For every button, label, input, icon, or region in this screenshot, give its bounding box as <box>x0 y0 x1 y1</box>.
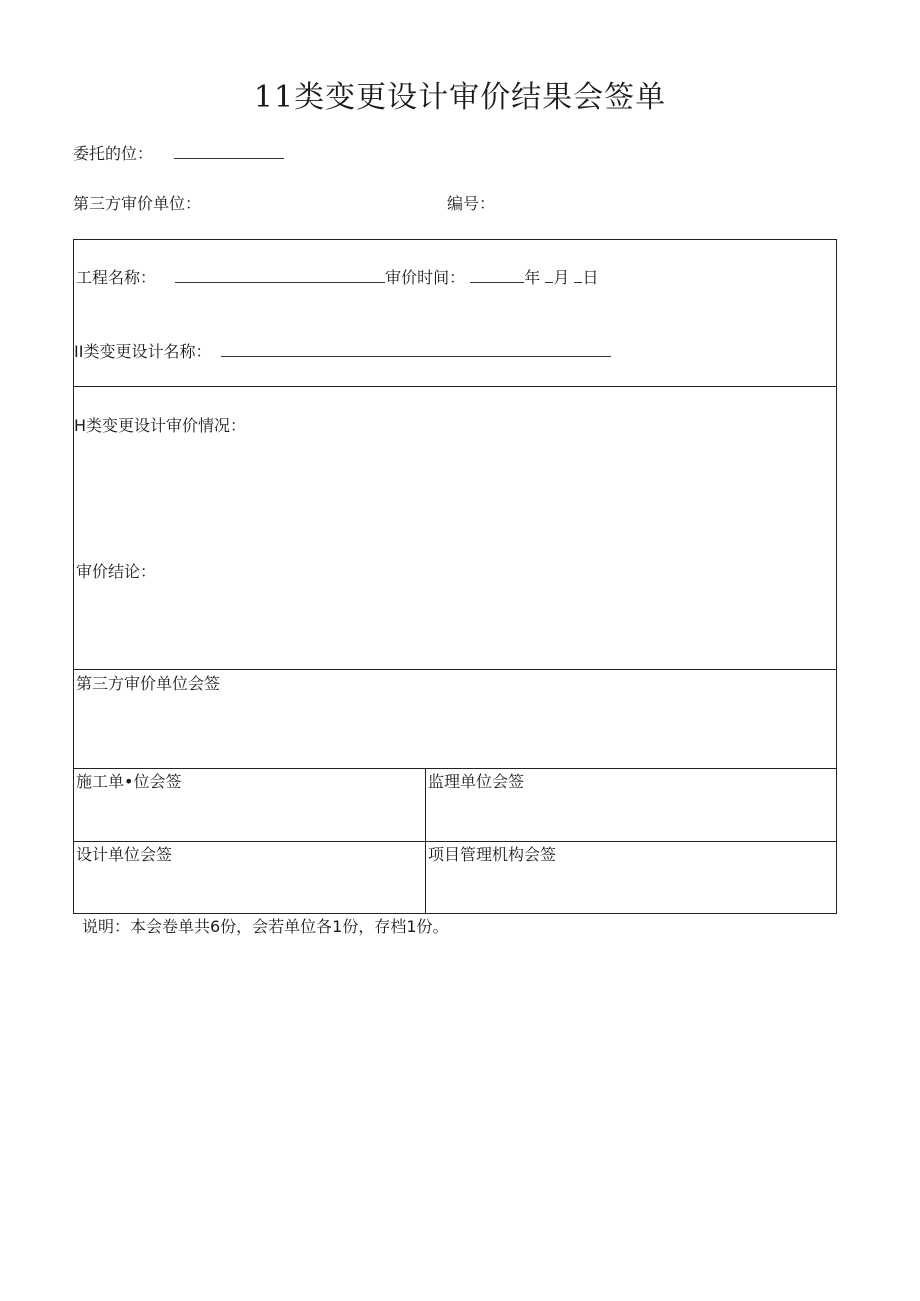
third-party-sign-area[interactable] <box>76 696 834 766</box>
pm-sign-label: 项目管理机构会签 <box>428 845 557 864</box>
divider <box>74 768 836 769</box>
audit-situation-label: H类变更设计审价情况： <box>74 416 247 435</box>
design-name-label: II类变更设计名称： <box>74 342 212 361</box>
design-sign-label: 设计单位会签 <box>76 845 173 864</box>
supervision-sign-label: 监理单位会签 <box>428 772 525 791</box>
year-label: 年 <box>524 268 541 287</box>
number-label: 编号： <box>447 194 496 213</box>
audit-conclusion-area[interactable] <box>76 586 834 666</box>
divider <box>74 669 836 670</box>
divider <box>74 841 836 842</box>
construction-sign-area[interactable] <box>76 794 422 838</box>
design-sign-area[interactable] <box>76 867 422 911</box>
audit-conclusion-label: 审价结论： <box>76 562 157 581</box>
construction-sign-label: 施工单•位会签 <box>76 772 182 791</box>
year-field[interactable] <box>470 268 524 283</box>
project-name-row <box>76 268 598 288</box>
footnote: 说明：本会卷单共6份，会若单位各1份，存档1份。 <box>82 917 449 936</box>
month-label: 月 <box>553 268 570 287</box>
project-name-field[interactable] <box>175 268 385 283</box>
divider <box>425 768 426 914</box>
supervision-sign-area[interactable] <box>428 794 834 838</box>
pm-sign-area[interactable] <box>428 867 834 911</box>
auditor-label: 第三方审价单位： <box>73 194 202 213</box>
audit-time-label: 审价时间： <box>385 268 466 287</box>
client-field[interactable] <box>174 144 284 159</box>
signoff-form-table <box>73 239 837 914</box>
client-row <box>73 144 284 164</box>
project-name-label: 工程名称： <box>76 268 157 287</box>
design-name-field[interactable] <box>221 342 611 357</box>
client-label: 委托的位： <box>73 144 154 163</box>
day-label: 日 <box>582 268 599 287</box>
divider <box>74 386 836 387</box>
page-title: 11类变更设计审价结果会签单 <box>253 80 667 115</box>
audit-situation-area[interactable] <box>76 440 834 558</box>
third-party-sign-label: 第三方审价单位会签 <box>76 674 221 693</box>
design-name-row <box>74 342 611 362</box>
